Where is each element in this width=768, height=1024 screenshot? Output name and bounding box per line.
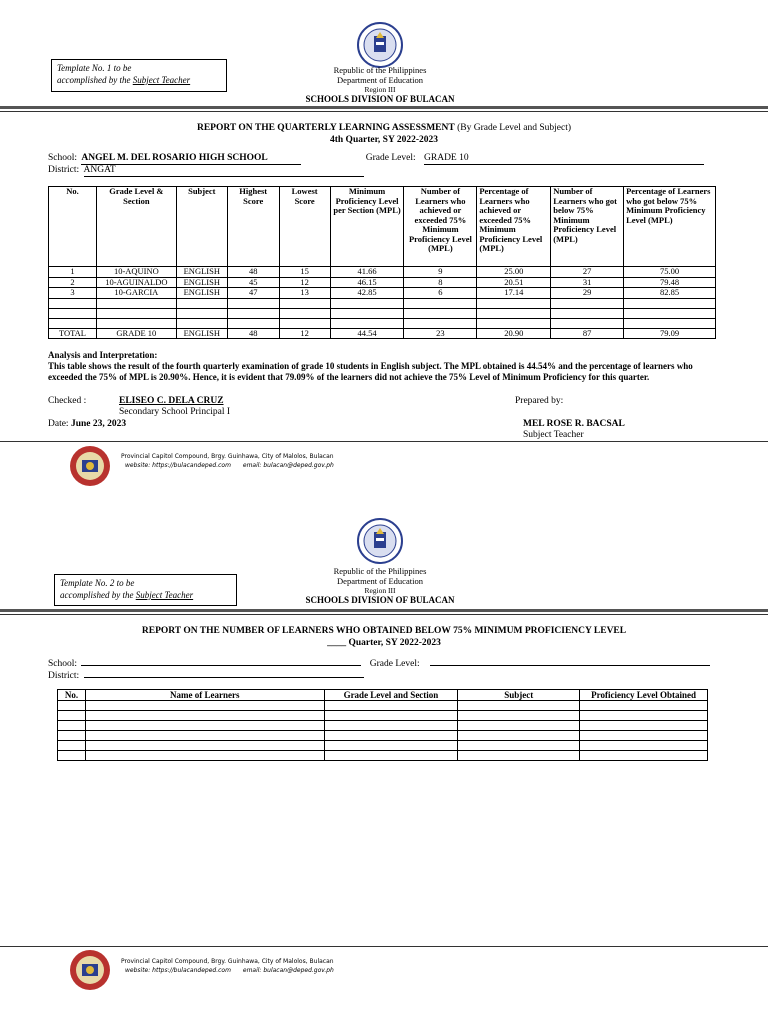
table-cell: 1 (49, 267, 97, 278)
col-below-count: Number of Learners who got below 75% Minimum Proficiency Level (MPL) (551, 187, 624, 267)
col-grade-section: Grade Level and Section (324, 690, 458, 701)
table-cell (85, 751, 324, 761)
date-row (48, 419, 126, 430)
table-cell: 42.85 (330, 288, 404, 299)
table-cell (324, 701, 458, 711)
table-cell (624, 298, 716, 308)
checked-title: Secondary School Principal I (119, 407, 231, 417)
table-cell: 3 (49, 288, 97, 299)
table-cell: 75.00 (624, 267, 716, 278)
footer-address: Provincial Capitol Compound, Brgy. Guinhawa, City of Malolos, Bulacan (121, 958, 334, 965)
table-cell (58, 751, 86, 761)
table-cell (330, 298, 404, 308)
table-cell: 6 (404, 288, 477, 299)
header-line2: Department of Education (337, 575, 423, 586)
table-cell: 44.54 (330, 328, 404, 339)
table-cell (324, 731, 458, 741)
template-line2-underlined: Subject Teacher (135, 590, 194, 600)
table-cell: GRADE 10 (96, 328, 176, 339)
bulacan-seal-icon (67, 445, 113, 487)
table-cell: 27 (551, 267, 624, 278)
table-cell (330, 308, 404, 318)
table-cell: 10-AQUINO (96, 267, 176, 278)
report-title-normal: (By Grade Level and Subject) (454, 123, 572, 133)
footer-rule (0, 441, 768, 442)
table-cell (324, 741, 458, 751)
table-row-empty (58, 731, 708, 741)
table-cell (624, 308, 716, 318)
table-cell (477, 318, 551, 328)
template-box (51, 59, 227, 92)
table-cell: 25.00 (477, 267, 551, 278)
table-cell (49, 318, 97, 328)
report-subtitle-2 (0, 637, 768, 649)
table-cell (58, 721, 86, 731)
table-cell: 12 (279, 277, 330, 288)
table-cell: 2 (49, 277, 97, 288)
date-value: June 23, 2023 (70, 419, 127, 429)
table-cell (85, 731, 324, 741)
table-cell (279, 318, 330, 328)
col-mpl: Minimum Proficiency Level per Section (MPL) (330, 187, 404, 267)
col-highest: Highest Score (227, 187, 279, 267)
footer-block-2 (121, 957, 334, 975)
table-cell: 23 (404, 328, 477, 339)
table-row (49, 267, 716, 278)
checked-name: ELISEO C. DELA CRUZ (119, 396, 224, 406)
table-cell (176, 318, 227, 328)
report-title-bold: REPORT ON THE QUARTERLY LEARNING ASSESSMENT (196, 123, 455, 133)
table-cell: 10-AGUINALDO (96, 277, 176, 288)
table-cell (580, 701, 708, 711)
analysis-heading: Analysis and Interpretation: (48, 350, 158, 360)
table-cell (58, 731, 86, 741)
school-row (48, 153, 728, 165)
table-row-empty (58, 721, 708, 731)
table-row-empty (58, 751, 708, 761)
table-cell (458, 711, 580, 721)
table-cell (324, 721, 458, 731)
header-division: SCHOOLS DIVISION OF BULACAN (305, 594, 455, 605)
footer-email: email: bulacan@deped.gov.ph (242, 967, 334, 974)
table-cell (85, 711, 324, 721)
district-row (48, 165, 364, 177)
deped-seal-icon (355, 518, 405, 564)
table-row-empty (58, 701, 708, 711)
school-blank (81, 656, 361, 666)
table-cell: 20.90 (477, 328, 551, 339)
district-label: District: (48, 165, 80, 175)
table-cell (551, 318, 624, 328)
table-cell: 8 (404, 277, 477, 288)
table-cell: 20.51 (477, 277, 551, 288)
table-cell (227, 298, 279, 308)
table-cell (404, 308, 477, 318)
table-cell: 79.48 (624, 277, 716, 288)
col-learner-name: Name of Learners (85, 690, 324, 701)
table-cell: 46.15 (330, 277, 404, 288)
template-line1: Template No. 1 to be (57, 63, 132, 73)
district-value: ANGAT (84, 165, 364, 177)
template-line2: accomplished by the (57, 75, 133, 85)
assessment-table (48, 186, 716, 339)
table-cell (458, 741, 580, 751)
table-row-empty (49, 318, 716, 328)
bulacan-seal-icon (67, 949, 113, 991)
district-label: District: (48, 671, 80, 681)
quarter-blank: ____ (327, 638, 347, 648)
table-cell (176, 308, 227, 318)
table-cell (96, 318, 176, 328)
letterhead-2 (280, 567, 480, 605)
table-cell (85, 701, 324, 711)
table-cell (580, 751, 708, 761)
school-label: School: (48, 659, 78, 669)
table-cell (176, 298, 227, 308)
col-subject: Subject (458, 690, 580, 701)
table-cell (551, 298, 624, 308)
footer-website: website: https://bulacandeped.com (125, 462, 231, 469)
table-row (49, 288, 716, 299)
table-cell (580, 731, 708, 741)
table-cell: ENGLISH (176, 277, 227, 288)
table-row-empty (49, 308, 716, 318)
date-label: Date: (48, 419, 71, 429)
footer-email: email: bulacan@deped.gov.ph (242, 462, 334, 469)
col-achieved-count: Number of Learners who achieved or exceeded 75% Minimum Proficiency Level (MPL) (404, 187, 477, 267)
report-title-2: REPORT ON THE NUMBER OF LEARNERS WHO OBTAINED BELOW 75% MINIMUM PROFICIENCY LEVEL (141, 626, 627, 636)
table-cell: 45 (227, 277, 279, 288)
table-cell: 15 (279, 267, 330, 278)
table-cell: 79.09 (624, 328, 716, 339)
grade-value: GRADE 10 (424, 153, 704, 165)
table-cell: 41.66 (330, 267, 404, 278)
header-line3: Region III (364, 586, 396, 595)
footer-rule-2 (0, 946, 768, 947)
table-cell: 29 (551, 288, 624, 299)
report-subtitle: 4th Quarter, SY 2022-2023 (329, 135, 439, 145)
table-cell (49, 298, 97, 308)
template-box-2 (54, 574, 237, 606)
table-cell (458, 731, 580, 741)
table-cell: 13 (279, 288, 330, 299)
table-cell: 87 (551, 328, 624, 339)
table-cell (279, 298, 330, 308)
district-row-2 (48, 668, 364, 682)
checked-label: Checked : (48, 396, 87, 406)
deped-seal-icon (355, 22, 405, 68)
table-cell: ENGLISH (176, 328, 227, 339)
table-cell: 10-GARCIA (96, 288, 176, 299)
table-cell (330, 318, 404, 328)
table-cell: ENGLISH (176, 288, 227, 299)
table-cell (458, 701, 580, 711)
table-cell (227, 318, 279, 328)
table-cell (324, 711, 458, 721)
grade-blank (430, 656, 710, 666)
letterhead (280, 66, 480, 104)
table-cell (477, 298, 551, 308)
table-cell (477, 308, 551, 318)
table-cell (85, 721, 324, 731)
grade-label: Grade Level: (365, 153, 416, 163)
col-subject: Subject (176, 187, 227, 267)
table-cell (96, 308, 176, 318)
table-cell (58, 701, 86, 711)
table-cell (580, 711, 708, 721)
table-cell (58, 711, 86, 721)
table-cell (458, 721, 580, 731)
school-value: ANGEL M. DEL ROSARIO HIGH SCHOOL (81, 153, 301, 165)
table-cell (624, 318, 716, 328)
district-blank (84, 668, 364, 678)
table-row-empty (49, 298, 716, 308)
table-cell: 82.85 (624, 288, 716, 299)
header-rule-thin (0, 111, 768, 112)
analysis-text: This table shows the result of the fourth quarterly examination of grade 10 students in English subject. The MPL obtained is 44.54% and the percentage of learners who exceeded the 75% of MPL is 20.90%. Hence, it is evident that 79.09% of the learners did not achieve the 75% Level of Minimum Proficiency for this quarter. (48, 361, 693, 382)
table-cell: TOTAL (49, 328, 97, 339)
col-lowest: Lowest Score (279, 187, 330, 267)
prepared-name: MEL ROSE R. BACSAL (523, 419, 625, 429)
table-cell: 9 (404, 267, 477, 278)
col-grade-section: Grade Level & Section (96, 187, 176, 267)
col-proficiency: Proficiency Level Obtained (580, 690, 708, 701)
header-rule-thin-2 (0, 614, 768, 615)
header-line1: Republic of the Philippines (333, 566, 427, 576)
school-label: School: (48, 153, 78, 163)
prepared-title: Subject Teacher (523, 430, 584, 440)
table-row-total (49, 328, 716, 339)
table-row-empty (58, 741, 708, 751)
table-cell (227, 308, 279, 318)
table-cell (58, 741, 86, 751)
prepared-label: Prepared by: (515, 396, 564, 406)
quarter-text: Quarter, SY 2022-2023 (346, 638, 441, 648)
table-cell (49, 308, 97, 318)
template-line2-underlined: Subject Teacher (132, 75, 191, 85)
grade-label: Grade Level: (369, 659, 420, 669)
learners-table (57, 689, 708, 761)
footer-website: website: https://bulacandeped.com (125, 967, 231, 974)
table-row-empty (58, 711, 708, 721)
table-cell (85, 741, 324, 751)
footer-address: Provincial Capitol Compound, Brgy. Guinhawa, City of Malolos, Bulacan (121, 453, 334, 460)
header-rule (0, 106, 768, 109)
table-cell (551, 308, 624, 318)
table-cell: 48 (227, 267, 279, 278)
table-cell (458, 751, 580, 761)
table-cell (96, 298, 176, 308)
table-cell: 17.14 (477, 288, 551, 299)
table-cell (580, 741, 708, 751)
table-cell: 31 (551, 277, 624, 288)
table-cell: 47 (227, 288, 279, 299)
header-line1: Republic of the Philippines (333, 65, 427, 75)
template-line1: Template No. 2 to be (60, 578, 135, 588)
header-rule-2 (0, 609, 768, 612)
template-line2: accomplished by the (60, 590, 136, 600)
table-cell (324, 751, 458, 761)
header-line2: Department of Education (337, 74, 423, 85)
table-cell: ENGLISH (176, 267, 227, 278)
col-no: No. (49, 187, 97, 267)
footer-block (121, 452, 334, 470)
report-title (0, 122, 768, 134)
col-below-pct: Percentage of Learners who got below 75% Minimum Proficiency Level (MPL) (624, 187, 716, 267)
table-cell (580, 721, 708, 731)
col-achieved-pct: Percentage of Learners who achieved or exceeded 75% Minimum Proficiency Level (MPL) (477, 187, 551, 267)
header-division: SCHOOLS DIVISION OF BULACAN (305, 93, 455, 104)
table-cell (404, 318, 477, 328)
table-cell (279, 308, 330, 318)
table-cell: 12 (279, 328, 330, 339)
header-line3: Region III (364, 85, 396, 94)
table-cell: 48 (227, 328, 279, 339)
table-cell (404, 298, 477, 308)
col-no: No. (58, 690, 86, 701)
table-row (49, 277, 716, 288)
